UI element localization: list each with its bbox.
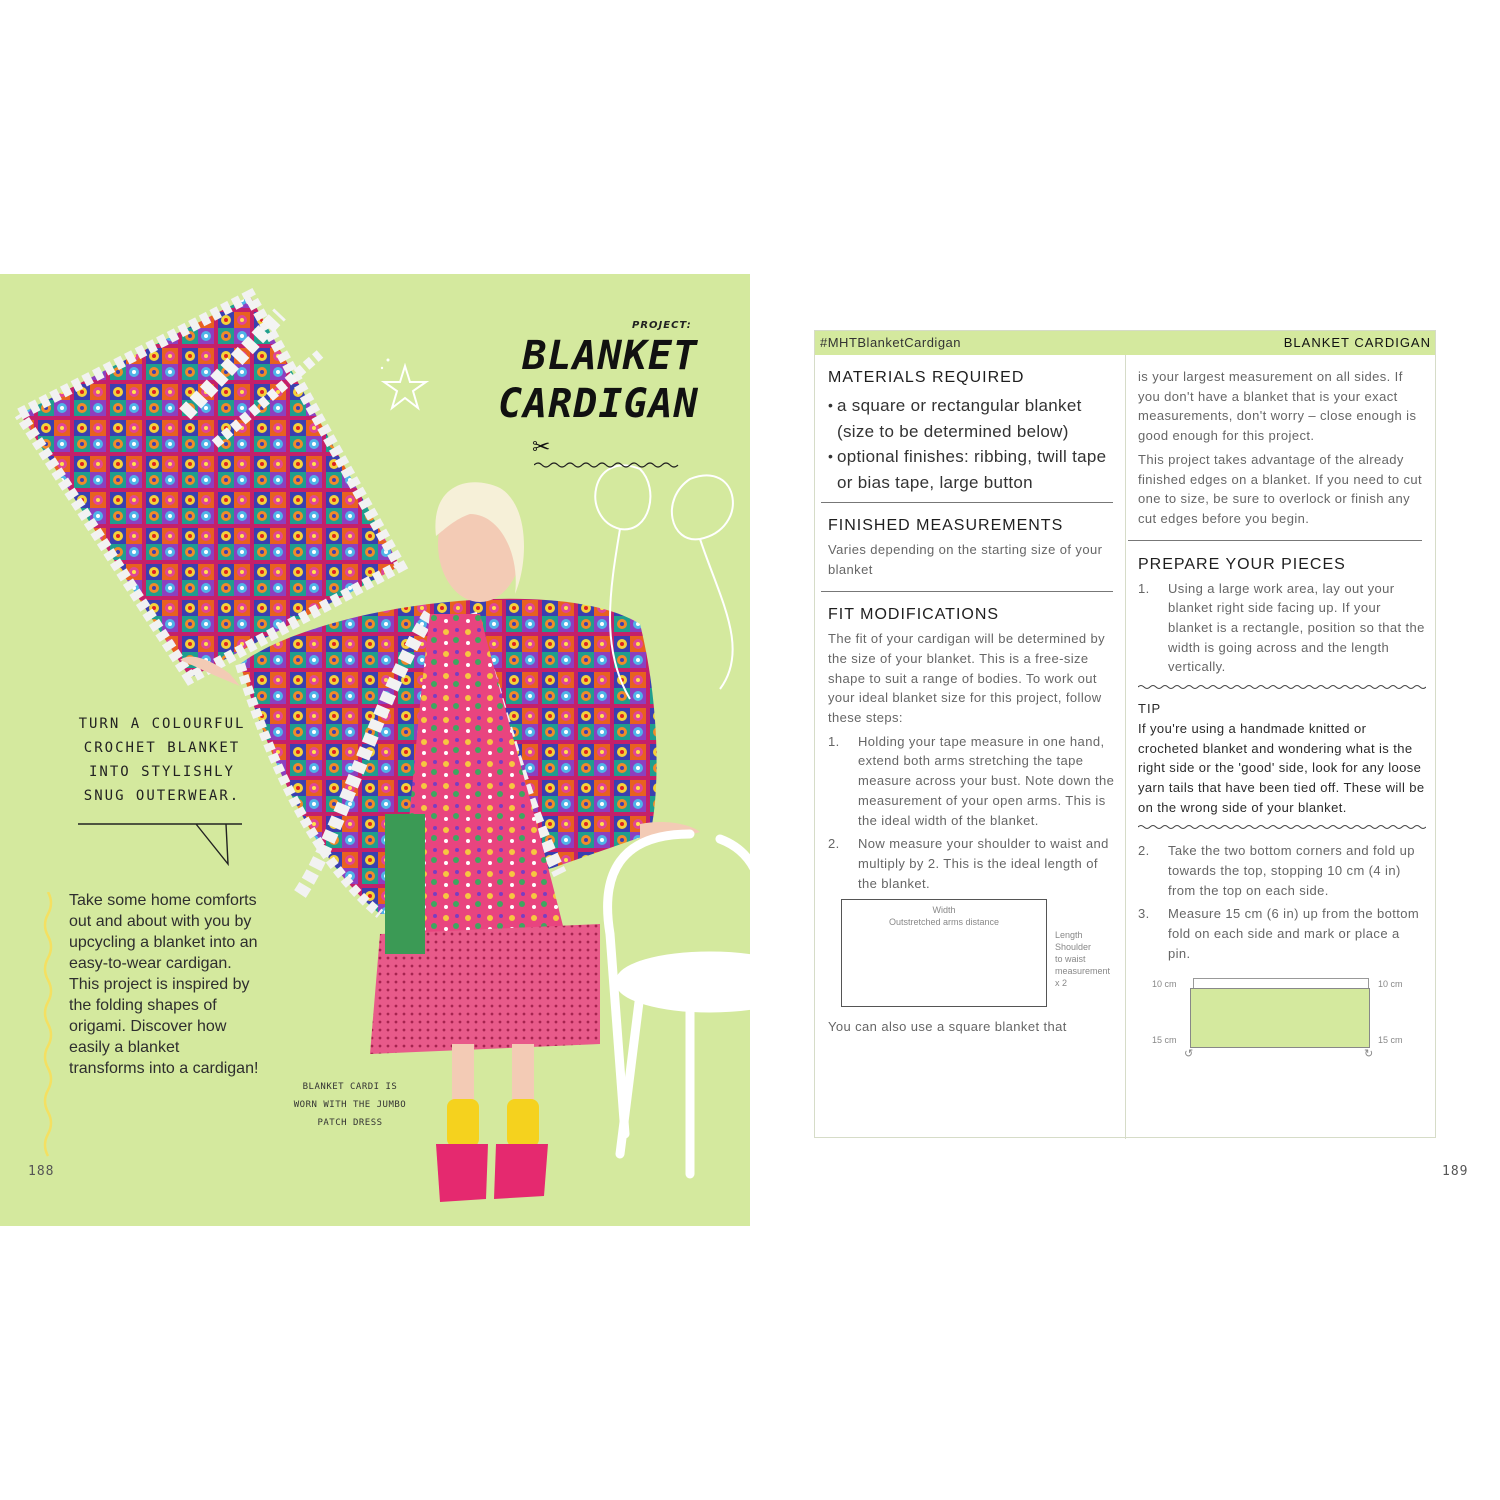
fold-label-bl: 15 cm <box>1152 1034 1177 1045</box>
list-item: 2. Now measure your shoulder to waist and multiply by 2. This is the ideal length of the blanket. <box>828 836 1109 891</box>
fold-arrow-right-icon: ↻ <box>1364 1047 1374 1060</box>
hashtag: #MHTBlanketCardigan <box>820 335 962 350</box>
prepare-steps <box>1138 579 1426 678</box>
column-divider <box>1125 355 1126 1139</box>
fit-heading: FIT MODIFICATIONS <box>828 606 1000 624</box>
fit-continuation: You can also use a square blanket that <box>828 1019 1067 1035</box>
length-label: Length Shoulder to waist measurement x 2 <box>1055 930 1111 989</box>
instructions-panel <box>814 330 1436 1138</box>
right-column <box>1138 355 1426 1060</box>
speech-bubble-pointer <box>76 820 246 870</box>
photo-caption: BLANKET CARDI IS WORN WITH THE JUMBO PATCH DRESS <box>293 1082 407 1128</box>
star-icon <box>380 358 430 418</box>
width-label: Width Outstretched arms distance <box>888 905 1000 928</box>
tagline: TURN A COLOURFUL CROCHET BLANKET INTO STYLISHLY SNUG OUTERWEAR. <box>78 716 246 804</box>
materials-heading: MATERIALS REQUIRED <box>828 369 1025 386</box>
left-column <box>828 355 1118 1037</box>
tip-wave-top <box>1138 683 1426 691</box>
divider <box>821 591 1113 592</box>
list-item: 1. Using a large work area, lay out your blanket right side facing up. If your blanket is a rectangle, position so that the width is going across and the length vertically. <box>1138 580 1425 675</box>
continued-text: is your largest measurement on all sides. If you don't have a blanket that is your exact measurements, don't worry – close enough is good enough for this project. <box>1138 369 1417 444</box>
cut-line-divider <box>534 460 684 470</box>
panel-header <box>815 331 1435 355</box>
fit-intro: The fit of your cardigan will be determined by the size of your blanket. This is a free-size shape to suit a range of bodies. To work out your ideal blanket size for this project, follow these steps: <box>828 631 1106 726</box>
title-line-2: CARDIGAN <box>498 381 699 427</box>
materials-list <box>828 393 1118 496</box>
finished-text: Varies depending on the starting size of your blanket <box>828 541 1103 577</box>
page-number-left: 188 <box>28 1164 55 1179</box>
tip-text: If you're using a handmade knitted or crocheted blanket and wondering what is the right side or the 'good' side, look for any loose yarn tails that have been tied off. These will be on the wrong side of your blanket. <box>1138 720 1425 815</box>
list-item: 1. Holding your tape measure in one hand, extend both arms stretching the tape measure across your bust. Note down the measurement of your open arms. This is the ideal width of the blanket. <box>828 733 1115 828</box>
finished-heading: FINISHED MEASUREMENTS <box>828 516 1064 534</box>
project-kicker: PROJECT: <box>632 320 692 331</box>
tip-wave-bottom <box>1138 823 1426 831</box>
prepare-heading: PREPARE YOUR PIECES <box>1138 555 1346 573</box>
intro-paragraph: Take some home comforts out and about with you by upcycling a blanket into an easy-to-wear cardigan. This project is inspired by the folding shapes of origami. Discover how easily a blanket transforms into a cardigan! <box>69 892 259 1077</box>
divider <box>1128 540 1422 541</box>
fold-label-tl: 10 cm <box>1152 978 1177 989</box>
fold-arrow-left-icon: ↺ <box>1184 1047 1194 1060</box>
left-page <box>0 274 750 1226</box>
header-title: BLANKET CARDIGAN <box>1283 335 1431 350</box>
folded-blanket <box>1190 988 1370 1048</box>
fold-diagram <box>1138 970 1426 1060</box>
finished-edges-text: This project takes advantage of the already finished edges on a blanket. If you need to cut one to size, be sure to overlock or finish any cut edges before you begin. <box>1138 451 1423 526</box>
title-line-1: BLANKET <box>522 333 698 379</box>
fold-label-tr: 10 cm <box>1378 978 1403 989</box>
tip-heading: TIP <box>1138 701 1162 717</box>
list-item: • optional finishes: ribbing, twill tape or bias tape, large button <box>828 444 1118 495</box>
page-title <box>498 332 698 428</box>
fit-steps <box>828 732 1118 894</box>
list-item: 3. Measure 15 cm (6 in) up from the bottom fold on each side and mark or place a pin. <box>1138 906 1420 961</box>
bow-doodle <box>580 449 750 709</box>
fold-label-br: 15 cm <box>1378 1034 1403 1045</box>
list-item: • a square or rectangular blanket (size to be determined below) <box>828 393 1118 444</box>
page-number-right: 189 <box>1442 1164 1469 1179</box>
wavy-accent-line <box>40 892 56 1162</box>
scissors-icon: ✂ <box>532 435 551 460</box>
list-item: 2. Take the two bottom corners and fold up towards the top, stopping 10 cm (4 in) from the top on each side. <box>1138 843 1415 898</box>
divider <box>821 502 1113 503</box>
prepare-steps-continued <box>1138 841 1426 963</box>
measurement-diagram <box>828 897 1118 1017</box>
